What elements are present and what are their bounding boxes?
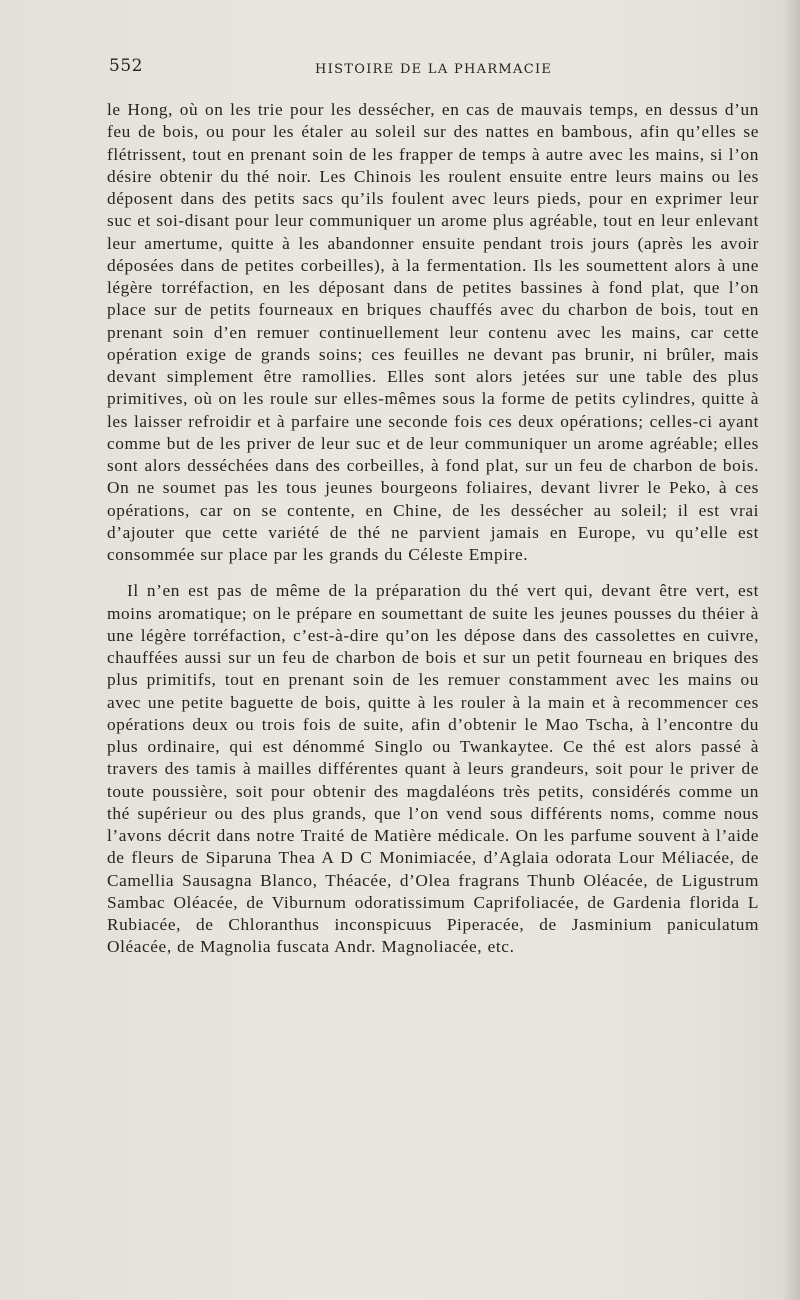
- page-header: [105, 52, 755, 82]
- page-number: 552: [109, 56, 143, 76]
- page-edge-shadow: [782, 0, 800, 1300]
- running-title: HISTOIRE DE LA PHARMACIE: [315, 62, 553, 77]
- body-text: [107, 99, 759, 959]
- paragraph-black-tea: le Hong, où on les trie pour les dessécher, en cas de mauvais temps, en dessus d’un feu de bois, ou pour les étaler au soleil sur des nattes en bambous, afin qu’elles se flétrissent, tout en prenant soin de les frapper de temps à autre avec les mains, si l’on désire obtenir du thé noir. Les Chinois les roulent ensuite entre leurs mains ou les déposent dans des petits sacs qu’ils foulent avec leurs pieds, pour en exprimer leur suc et soi-disant pour leur communiquer un arome plus agréable, tout en leur enlevant leur amertume, quitte à les abandonner ensuite pendant trois jours (après les avoir déposées dans de petites corbeilles), à la fermentation. Ils les soumettent alors à une légère torréfaction, en les déposant dans de petites bassines à fond plat, que l’on place sur de petits fourneaux en briques chauffés avec du charbon de bois, tout en prenant soin d’en remuer continuellement leur contenu avec les mains, car cette opération exige de grands soins; ces feuilles ne devant pas brunir, ni brûler, mais devant simplement être ramollies. Elles sont alors jetées sur une table des plus primitives, où on les roule sur elles-mêmes sous la forme de petits cylindres, quitte à les laisser refroidir et à parfaire une seconde fois ces deux opérations; celles-ci ayant comme but de les priver de leur suc et de leur communiquer un arome agréable; elles sont alors desséchées dans des corbeilles, à fond plat, sur un feu de charbon de bois. On ne soumet pas les tous jeunes bourgeons foliaires, devant livrer le Peko, à ces opérations, car on se contente, en Chine, de les dessécher au soleil; il est vrai d’ajouter que cette variété de thé ne parvient jamais en Europe, vu qu’elle est consommée sur place par les grands du Céleste Empire.: [107, 100, 759, 564]
- paragraph-green-tea: Il n’en est pas de même de la préparation du thé vert qui, devant être vert, est moins aromatique; on le prépare en soumettant de suite les jeunes pousses du théier à une légère torréfaction, c’est-à-dire qu’on les dépose dans des cassolettes en cuivre, chauffées aussi sur un feu de charbon de bois et sur un petit fourneau en briques des plus primitifs, tout en prenant soin de les remuer constamment avec les mains ou avec une petite baguette de bois, quitte à les rouler à la main et à recommencer ces opérations deux ou trois fois de suite, afin d’obtenir le Mao Tscha, à l’encontre du plus ordinaire, qui est dénommé Singlo ou Twankaytee. Ce thé est alors passé à travers des tamis à mailles différentes quant à leurs grandeurs, soit pour le priver de toute poussière, soit pour obtenir des magdaléons très petits, considérés comme un thé supérieur ou des plus grands, que l’on vend sous différents noms, comme nous l’avons décrit dans notre Traité de Matière médicale. On les parfume souvent à l’aide de fleurs de Siparuna Thea A D C Monimiacée, d’Aglaia odorata Lour Méliacée, de Camellia Sausagna Blanco, Théacée, d’Olea fragrans Thunb Oléacée, de Ligustrum Sambac Oléacée, de Viburnum odoratissimum Caprifoliacée, de Gardenia florida L Rubiacée, de Chloranthus inconspicuus Piperacée, de Jasminium paniculatum Oléacée, de Magnolia fuscata Andr. Magnoliacée, etc.: [107, 581, 759, 957]
